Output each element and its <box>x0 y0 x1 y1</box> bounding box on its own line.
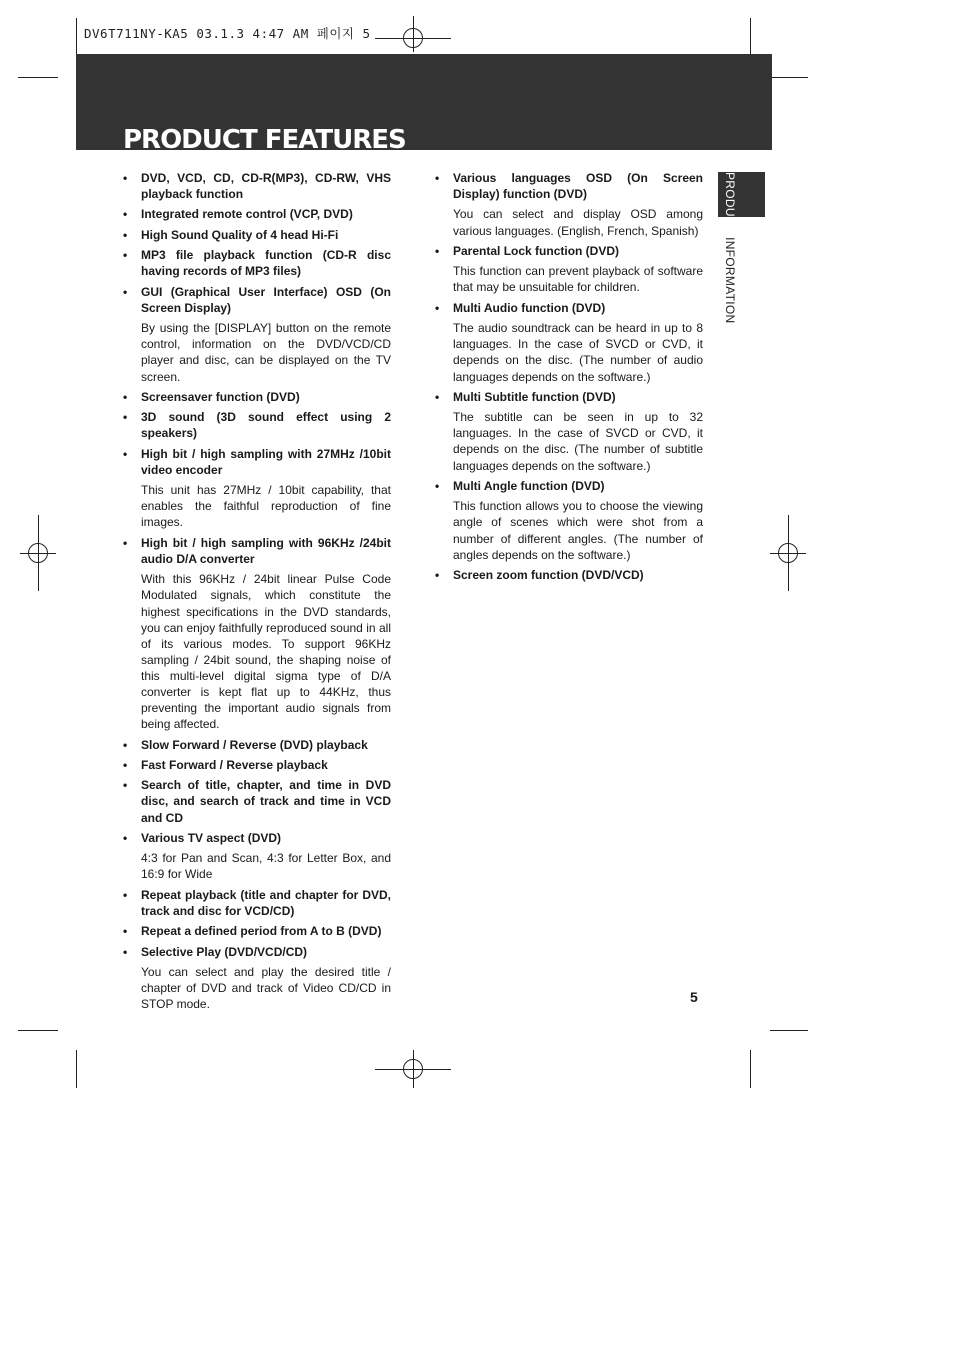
feature-title: Repeat a defined period from A to B (DVD) <box>141 924 382 939</box>
feature-title: Various TV aspect (DVD) <box>141 830 282 845</box>
feature-item <box>123 227 391 243</box>
bullet-icon: • <box>123 248 128 263</box>
feature-item <box>123 757 391 773</box>
feature-description: By using the [DISPLAY] button on the remote control, information on the DVD/VCD/CD player and disc, can be displayed on the TV screen. <box>141 321 391 384</box>
crop-mark <box>750 1050 751 1088</box>
bullet-icon: • <box>123 410 128 425</box>
bullet-icon: • <box>123 737 128 752</box>
bullet-icon: • <box>123 171 128 185</box>
crop-mark <box>18 1030 58 1031</box>
feature-item <box>435 478 703 563</box>
left-column <box>123 170 391 1017</box>
bullet-icon: • <box>435 300 440 315</box>
page-number: 5 <box>690 989 698 1005</box>
feature-description: 4:3 for Pan and Scan, 4:3 for Letter Box, and 16:9 for Wide <box>141 851 391 882</box>
feature-item <box>123 389 391 405</box>
bullet-icon: • <box>123 535 128 550</box>
feature-title: GUI (Graphical User Interface) OSD (On Screen Display) <box>141 284 391 315</box>
feature-description: The subtitle can be seen in up to 32 languages. In the case of SVCD or CVD, it depends on the disc. (The number of subtitle languages depends on the software.) <box>453 410 703 473</box>
feature-item <box>123 830 391 883</box>
crop-mark <box>750 18 751 58</box>
feature-title: Various languages OSD (On Screen Display) function (DVD) <box>453 171 703 202</box>
bullet-icon: • <box>123 207 128 222</box>
bullet-icon: • <box>123 284 128 299</box>
bullet-icon: • <box>123 757 128 772</box>
page-title: PRODUCT FEATURES <box>123 125 406 150</box>
crop-mark <box>18 77 58 78</box>
crop-mark <box>76 18 77 58</box>
feature-item <box>123 944 391 1013</box>
feature-description: This function allows you to choose the viewing angle of scenes which were shot from a number of different angles. (The number of angles depends on the software.) <box>453 499 703 562</box>
bullet-icon: • <box>435 243 440 258</box>
registration-mark <box>778 543 798 563</box>
feature-item <box>123 923 391 939</box>
feature-item <box>435 567 703 583</box>
feature-title: 3D sound (3D sound effect using 2 speakers) <box>141 410 391 441</box>
crop-mark <box>770 1030 808 1031</box>
feature-title: Fast Forward / Reverse playback <box>141 757 328 772</box>
feature-item <box>123 284 391 385</box>
registration-mark <box>403 1059 423 1079</box>
crop-mark <box>770 77 808 78</box>
feature-description: The audio soundtrack can be heard in up to 8 languages. In the case of SVCD or CVD, it depends on the disc. (The number of audio languages depends on the software.) <box>453 321 703 384</box>
feature-item <box>123 777 391 825</box>
bullet-icon: • <box>123 924 128 939</box>
feature-title: High bit / high sampling with 96KHz /24bit audio D/A converter <box>141 535 391 566</box>
feature-item <box>123 206 391 222</box>
feature-list-left <box>123 170 391 1012</box>
feature-item <box>435 300 703 385</box>
feature-item <box>435 243 703 296</box>
feature-title: Multi Angle function (DVD) <box>453 478 605 493</box>
feature-title: DVD, VCD, CD, CD-R(MP3), CD-RW, VHS playback function <box>141 171 391 202</box>
feature-title: Screen zoom function (DVD/VCD) <box>453 568 644 583</box>
feature-title: Slow Forward / Reverse (DVD) playback <box>141 737 368 752</box>
bullet-icon: • <box>123 227 128 242</box>
feature-title: Search of title, chapter, and time in DVD disc, and search of track and time in VCD and CD <box>141 778 391 825</box>
feature-title: Multi Audio function (DVD) <box>453 300 606 315</box>
feature-title: Screensaver function (DVD) <box>141 389 300 404</box>
crop-mark <box>76 1050 77 1088</box>
feature-title: Repeat playback (title and chapter for DVD, track and disc for VCD/CD) <box>141 887 391 918</box>
feature-item <box>123 887 391 919</box>
section-tab-label-rest: INFORMATION <box>723 233 737 324</box>
feature-item <box>123 409 391 441</box>
bullet-icon: • <box>435 478 440 493</box>
print-slug: DV6T711NY-KA5 03.1.3 4:47 AM 페이지 5 <box>84 26 371 41</box>
registration-mark <box>28 543 48 563</box>
feature-item <box>435 170 703 239</box>
feature-title: Integrated remote control (VCP, DVD) <box>141 207 353 222</box>
feature-title: High bit / high sampling with 27MHz /10bit video encoder <box>141 446 391 477</box>
section-tab-label-main: PRODUCT <box>723 172 737 234</box>
bullet-icon: • <box>123 887 128 902</box>
registration-mark <box>403 28 423 48</box>
feature-item <box>123 247 391 279</box>
feature-description: With this 96KHz / 24bit linear Pulse Code Modulated signals, which constitute the highest specifications in the DVD standards, you can enjoy faithfully reproduced sound in all of its various modes. To support 96KHz sampling / 24bit sound, the shaping noise of this multi-level digital sigma type of D/A converter is kept flat up to 44KHz, thus preventing the important audio signals from being affected. <box>141 572 391 732</box>
feature-description: This unit has 27MHz / 10bit capability, that enables the faithful reproduction of fine images. <box>141 483 391 530</box>
feature-description: You can select and display OSD among various languages. (English, French, Spanish) <box>453 207 703 238</box>
bullet-icon: • <box>123 944 128 959</box>
feature-item <box>123 170 391 202</box>
bullet-icon: • <box>435 568 440 583</box>
feature-list-right <box>435 170 703 583</box>
feature-title: Selective Play (DVD/VCD/CD) <box>141 944 308 959</box>
bullet-icon: • <box>123 446 128 461</box>
bullet-icon: • <box>123 389 128 404</box>
feature-title: Multi Subtitle function (DVD) <box>453 389 616 404</box>
feature-title: Parental Lock function (DVD) <box>453 243 620 258</box>
bullet-icon: • <box>123 830 128 845</box>
feature-item <box>435 389 703 474</box>
feature-title: High Sound Quality of 4 head Hi-Fi <box>141 227 339 242</box>
bullet-icon: • <box>435 389 440 404</box>
feature-item <box>123 535 391 732</box>
feature-item <box>123 737 391 753</box>
section-tab-label <box>718 172 742 322</box>
feature-description: This function can prevent playback of software that may be unsuitable for children. <box>453 264 703 295</box>
right-column <box>435 170 703 587</box>
feature-title: MP3 file playback function (CD-R disc having records of MP3 files) <box>141 248 391 279</box>
feature-description: You can select and play the desired title / chapter of DVD and track of Video CD/CD in STOP mode. <box>141 965 391 1012</box>
bullet-icon: • <box>123 778 128 793</box>
bullet-icon: • <box>435 171 440 185</box>
feature-item <box>123 446 391 531</box>
